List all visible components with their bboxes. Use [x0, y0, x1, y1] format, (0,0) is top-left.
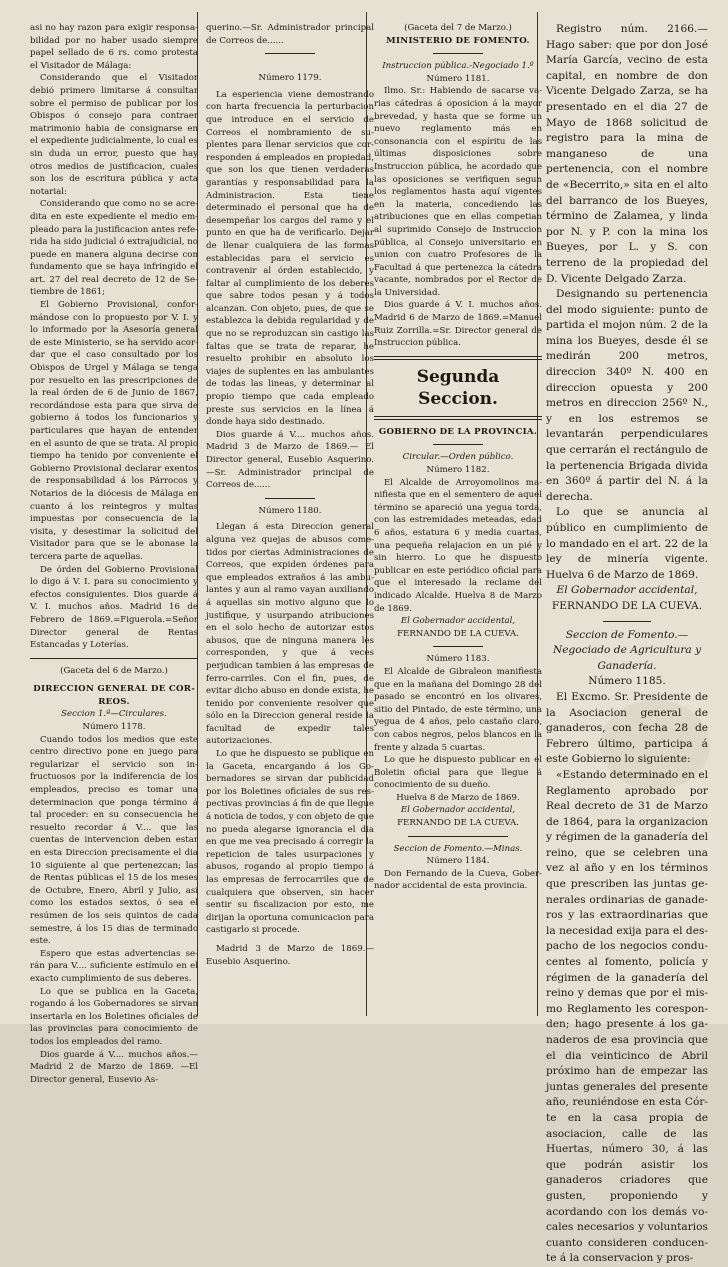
- paragraph: Dios guarde á V.... muchos años.—Madrid 2 de Marzo de 1869. —El Director general, Eusevio As-: [30, 1049, 198, 1085]
- paragraph: «Estando determinado en el Reglamento aprobado por Real decreto de 31 de Marzo de 1864, para la organizacion y régimen de la ganadería del reino, que se celebren una vez al año y en los términos que prescriben las juntas generales ordinarias de ganaderos y las extraordinarias que la necesidad exija para el despacho de los negocios conducentes al fomento, policía y régimen de la ganadería del reino y demas que por el mismo Reglamento les coresponden; hago presente á los ganaderos de esa provincia que el dia veinticinco de Abril próximo han de empezar las juntas generales del presente año, reuniéndose en esta Córte en la casa propia de asociacion, calle de las Huertas, número 30, á las que podrán asistir los ganaderos criadores que gusten, proponiendo y acordando con los demás vocales necesarios y voluntarios cuanto consideren conducente á la conservacion y pros-: [546, 768, 708, 1265]
- signature-name: FERNANDO DE LA CUEVA.: [397, 628, 519, 639]
- item-number: Número 1184.: [426, 856, 490, 867]
- separator: [30, 658, 198, 659]
- paragraph: Ilmo. Sr.: Habiendo de sacarse varias cátedras á oposicion á la mayor brevedad, y hasta que se forme un nuevo reglamento más en consonancia con el espíritu de las últimas disposiciones sobre Instruccion pública, he acordado que las oposiciones se verifiquen segun los reglamentos hasta aquí vigentes en la materia, concediendo las atribuciones que en ellas competian al suprimido Consejo de Instruccion pública, al Consejo universitario en union con cuatro Profesores de la Facultad á que pertenezca la cátedra vacante, nombrados por el Rector de la Universidad.: [374, 86, 542, 298]
- column-4: [546, 22, 708, 1267]
- paragraph: Madrid 3 de Marzo de 1869.— Eusebio Asquerino.: [206, 943, 374, 967]
- item-number: Número 1183.: [426, 654, 490, 665]
- paragraph: querino.—Sr. Administrador principal de Correos de......: [206, 23, 374, 46]
- section-title: Segunda Seccion.: [416, 366, 500, 409]
- separator: [603, 621, 652, 622]
- item-number: Número 1178.: [82, 722, 146, 733]
- paragraph: asi no hay razon para exigir responsabilidad por no haber usado siempre papel sellado de 6 rs. como protesta el Visitador de Málaga:: [30, 23, 198, 71]
- column-1: [30, 22, 198, 1086]
- separator: [265, 53, 315, 54]
- paragraph: Dios guarde á V.... muchos años. Madrid 3 de Marzo de 1869.— El Director general, Eusebio Asquerino.—Sr. Administrador principal de Correos de......: [206, 429, 374, 491]
- paragraph: Espero que estas advertencias serán para V.... suficiente estímulo en el exacto cumplimiento de sus deberes.: [30, 948, 198, 984]
- column-2: [206, 22, 374, 968]
- signature-title: El Gobernador accidental,: [556, 584, 698, 597]
- item-number: Número 1185.: [588, 675, 666, 688]
- separator: [433, 53, 483, 54]
- separator: [433, 444, 483, 445]
- double-rule: [374, 416, 542, 420]
- subsection-heading: Circular.—Orden público.: [402, 452, 514, 463]
- paragraph: El Excmo. Sr. Presidente de la Asociacion general de ganaderos, con fecha 28 de Febrero último, participa á este Gobierno lo siguiente:: [546, 690, 708, 766]
- item-number: Número 1182.: [426, 465, 490, 476]
- paragraph: Registro núm. 2166.— Hago saber: que por don José María García, vecino de esta capital, en nombre de don Vicente Delgado Zarza, se ha presentado en el dia 27 de Mayo de 1868 solicitud de registro para la mina de manganeso de una pertenencia, con el nombre de «Becerrito,» sita en el alto del barranco de los Bueyes, término de Zalamea, y linda por N. y P. con la mina los Bueyes, por L. y S. con terreno de la propiedad del D. Vicente Delgado Zarza.: [546, 23, 708, 285]
- gazette-date: (Gaceta del 7 de Marzo.): [404, 23, 512, 33]
- paragraph: Lo que se publica en la Gaceta, rogando á los Gobernadores se sirvan insertarla en los Boletines oficiales de las provincias para conocimiento de todos los empleados del ramo.: [30, 986, 198, 1047]
- item-number: Número 1180.: [258, 505, 322, 516]
- signature-name: FERNANDO DE LA CUEVA.: [397, 818, 519, 829]
- paragraph: Dios guarde á V. I. muchos años. Madrid 6 de Marzo de 1869.=Manuel Ruiz Zorrilla.=Sr. Director general de Instruccion pública.: [374, 300, 542, 349]
- subsection-heading: Seccion de Fomento.—Minas.: [393, 843, 523, 854]
- paragraph: Don Fernando de la Cueva, Gobernador accidental de esta provincia.: [374, 868, 542, 892]
- paragraph: Lo que se anuncia al público en cumplimiento de lo mandado en el art. 22 de la ley de minería vigente. Huelva 6 de Marzo de 1869.: [546, 506, 708, 581]
- separator: [265, 498, 315, 499]
- date-line: Huelva 8 de Marzo de 1869.: [396, 792, 520, 803]
- paragraph: El Alcalde de Arroyomolinos manifiesta que en el sementero de aquel término se apareció una yegua torda, con las estremidades meteadas, edad 6 años, estatura 6 y media cuartas, una pequeña relajacion en un pié y sin hierro. Lo que he dispuesto publicar en este periódico oficial para que el interesado la reclame del indicado Alcalde. Huelva 8 de Marzo de 1869.: [374, 477, 542, 614]
- paragraph: Lo que he dispuesto se publique en la Gaceta, encargando á los Gobernadores se sirvan dar publicidad por los Boletines oficiales de sus respectivas provincias á fin de que llegue á noticia de todos, y con objeto de que no pueda alegarse ignorancia el dia en que me vea precisado á corregir la repeticion de tales usurpaciones y abusos, rogando al propio tiempo á las empresas de ferrocarriles que de cualquiera que observen, sin hacer sentir su fiscalizacion por esto, me dirijan la oportuna comunicacion para castigarlo si procede.: [206, 749, 374, 936]
- item-number: Número 1179.: [258, 73, 322, 84]
- signature-name: FERNANDO DE LA CUEVA.: [551, 599, 703, 612]
- paragraph: Cuando todos los medios que este centro directivo pone en juego para regularizar el servicio son infructuosos por la indiferencia de los empleados, preciso es tomar una determinacion que ponga término á tal proceder: en su consecuencia he resuelto recordar á V.... que las cuentas de intervencion deben estar en esta Direccion precisamente el dia 10 siguiente al que pertenezcan; las de Rentas públicas el 15 de los meses de Octubre, Enero, Abril y Julio, así como los estados sextos, ó sea el resúmen de los seis quintos de cada semestre, á los 15 dias de terminado este.: [30, 734, 198, 947]
- section-heading: DIRECCION GENERAL DE CORREOS.: [33, 684, 195, 707]
- paragraph: La esperiencia viene demostrando con harta frecuencia la perturbacion que introduce en el servicio de Correos el nombramiento de suplentes para llenar servicios que corresponden á empleados en propiedad, que son los que tienen verdaderas garantías y responsabilidad para la Administracion. Esta tiene determinado el personal que ha de desempeñar los cargos del ramo y el punto en que ha de verificarlo. Dejar de llenar cualquiera de las formas establecidas para el servicio es contravenir al órden establecido, y faltar al cumplimiento de los deberes que sabre todos pesan y á todos alcanzan. Con objeto, pues, de que se establezca la debida regularidad y de que no se reproduzcan sin castigo las faltas que se trata de reparar, he resuelto prohibir en absoluto los viajes de suplentes en las ambulantes de todas las lineas, y determinar al propio tiempo que cada empleado preste sus servicios en la línea á donde haya sido destinado.: [206, 89, 374, 428]
- signature-title: El Gobernador accidental,: [400, 805, 516, 816]
- government-heading: GOBIERNO DE LA PROVINCIA.: [378, 426, 538, 437]
- separator: [433, 646, 483, 647]
- double-rule: [374, 356, 542, 360]
- subsection-heading: Instruccion pública.-Negociado 1.º: [382, 61, 534, 72]
- paragraph: Designando su pertenencia del modo siguiente: punto de partida el mojon núm. 2 de la mina los Bueyes, desde él se medirán 200 metros, direccion 340º N. 400 en direccion opuesta y 200 metros en direccion 256º N., y en los estremos se levantarán perpendiculares que cerrarán el rectángulo de la pertenencia Brigada divida en 360º á partir del N. á la derecha.: [546, 288, 708, 503]
- ministry-heading: MINISTERIO DE FOMENTO.: [386, 35, 530, 46]
- paragraph: El Alcalde de Gibraleon manifiesta que en la mañana del Domingo 28 del pasado se encontró en los olivares, sitio del Pintado, de este término, una yegua de 4 años, pelo castaño claro, con cabos negros, pelos blancos en la frente y alzada 5 cuartas.: [374, 666, 542, 753]
- signature-title: El Gobernador accidental,: [400, 616, 516, 627]
- paragraph: De órden del Gobierno Provisional lo digo á V. I. para su conocimiento y efectos consiguientes. Dios guarde á V. I. muchos años. Madrid 16 de Febrero de 1869.=Figuerola.=Señor Director general de Rentas Estancadas y Loterías.: [30, 564, 198, 651]
- paragraph: Considerando que como no se acredita en este expediente el medio empleado para la justificacion antes referida ha sido judicial ó extrajudicial, no puede en manera alguna decirse con fundamento que se haya infringido el art. 27 del real decreto de 12 de Setiembre de 1861;: [30, 199, 198, 298]
- paragraph: El Gobierno Provisional, conformándose con lo propuesto por V. I. y lo informado por la Asesoría general de este Ministerio, se ha servido acordar que el caso consultado por los Obispos de Urgel y Málaga se tenga por resuelto en las prescripciones de la real órden de 6 de Junio de 1867, recordándose esta para que sirva de gobierno á todos los funcionarios y particulares que hayan de entender en el asunto de que se trata. Al propio tiempo ha tenido por conveniente el Gobierno Provisional declarar exentos de responsabilidad á los Párrocos y Notarios de la diócesis de Málaga en cuanto á los reintegros y multas impuestas por consecuencia de la visita, y desestimar la solicitud del Visitador para que se le abonase la tercera parte de aquellas.: [30, 300, 198, 562]
- column-3: [374, 22, 542, 893]
- gazette-date: (Gaceta del 6 de Marzo.): [60, 665, 168, 676]
- separator: [408, 836, 509, 837]
- paragraph: Llegan á esta Direccion general alguna vez quejas de abusos cometidos por ciertas Administraciones de Correos, que expiden órdenes para que empleados extraños á las ambulantes y aun al ramo vayan auxiliando á aquellas sin motivo alguno que lo justifique, y usurpando atribuciones en el solo hecho de autorizar estos abusos, que de ninguna manera les corresponden, y que á veces perjudican tambien á las empresas de ferro-carriles. Con el fin, pues, de evitar dicho abuso en donde exista, he tenido por conveniente resolver que sólo en la Direccion general reside la facultad de expedir tales autorizaciones.: [206, 522, 374, 747]
- item-number: Número 1181.: [426, 73, 490, 84]
- subsection-heading: Seccion 1.ª—Circulares.: [61, 709, 167, 720]
- paragraph: Considerando que el Visitador debió primero limitarse á consultar sobre el permiso de publicar por los Obispos ó consejo para contraer matrimonio habia de consignarse en el expediente judicialmente, lo cual es sin duda un error, puesto que hay otros medios de justificacion, cuales son los de escritura pública y acta notarial:: [30, 73, 198, 197]
- paragraph: Lo que he dispuesto publicar en el Boletin oficial para que llegue á conocimiento de su dueño.: [374, 755, 542, 791]
- subsection-heading: Seccion de Fomento.—Negociado de Agricultura y Ganadería.: [552, 628, 702, 672]
